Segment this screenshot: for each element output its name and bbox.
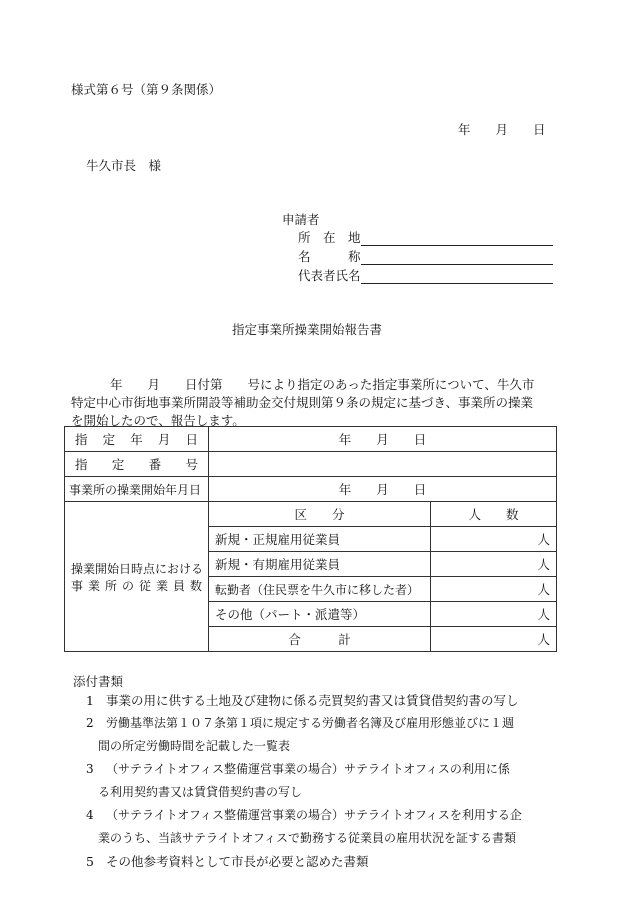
attachment-item [86,712,556,758]
employee-category: 新規・正規雇用従業員 [209,527,431,552]
attachment-item [86,689,556,712]
employee-count[interactable]: 人 [431,527,557,552]
designation-date-value[interactable]: 年 月 日 [209,427,557,452]
designation-date-label: 指定年月日 [65,427,209,452]
employees-label-line-2: 事業所の従業員数 [71,578,202,593]
attachment-text: （サテライトオフィス整備運営事業の場合）サテライトオフィスを利用する企 [106,808,522,822]
body-line-3: を開始したので、報告します。 [71,413,245,428]
total-count[interactable]: 人 [431,627,557,652]
attachment-text-cont: 業のうち、当該サテライトオフィスで勤務する従業員の雇用状況を証する書類 [98,831,516,845]
applicant-name-label: 名 称 [298,249,361,264]
attachment-number: 5 [86,854,94,869]
employee-category: 新規・有期雇用従業員 [209,552,431,577]
attachment-number: 3 [86,762,94,776]
applicant-name-field[interactable] [361,263,553,265]
body-line-1: 年 月 日付第 号により指定のあった指定事業所について、牛久市 [110,377,535,392]
applicant-name-row [298,247,553,265]
attachment-item [86,850,556,873]
attachment-text: その他参考資料として市長が必要と認めた書類 [106,854,369,869]
applicant-rep-field[interactable] [361,282,553,284]
start-date-value[interactable]: 年 月 日 [209,477,557,502]
attachments-title: 添付書類 [73,674,124,689]
designation-date-row [65,427,557,452]
submission-date: 年 月 日 [458,122,546,137]
employees-header-row [65,502,557,527]
body-line-2: 特定中心市街地事業所開設等補助金交付規則第９条の規定に基づき、事業所の操業 [71,395,534,410]
category-header: 区 分 [209,502,431,527]
applicant-label: 申請者 [282,212,320,227]
employee-category: その他（パート・派遣等） [209,602,431,627]
employee-count[interactable]: 人 [431,577,557,602]
applicant-address-row [298,228,553,246]
form-number: 様式第６号（第９条関係） [71,82,222,97]
attachment-number: 1 [86,693,94,708]
report-table [64,426,557,652]
designation-number-row [65,452,557,477]
designation-number-value[interactable] [209,452,557,477]
employee-category: 転勤者（住民票を牛久市に移した者） [209,577,431,602]
document-title: 指定事業所操業開始報告書 [232,322,383,337]
attachment-item [86,758,556,804]
employee-count[interactable]: 人 [431,552,557,577]
attachment-item [86,804,556,850]
attachment-text: 労働基準法第１０７条第１項に規定する労働者名簿及び雇用形態並びに１週 [106,716,515,730]
count-header: 人 数 [431,502,557,527]
applicant-address-label: 所 在 地 [298,230,361,245]
attachment-text: 事業の用に供する土地及び建物に係る売買契約書又は賃貸借契約書の写し [106,693,519,708]
designation-number-label: 指定番号 [65,452,209,477]
applicant-rep-label: 代表者氏名 [298,268,361,283]
employees-label [65,502,209,652]
start-date-label: 事業所の操業開始年月日 [65,477,209,502]
employees-label-line-1: 操業開始日時点における [71,561,204,576]
addressee: 牛久市長 様 [86,158,162,173]
start-date-row [65,477,557,502]
attachment-number: 4 [86,808,94,822]
applicant-rep-row [298,266,553,284]
attachment-text-cont: る利用契約書又は賃貸借契約書の写し [98,785,303,799]
applicant-address-field[interactable] [361,244,553,246]
attachment-text: （サテライトオフィス整備運営事業の場合）サテライトオフィスの利用に係 [106,762,510,776]
attachment-number: 2 [86,716,94,730]
attachment-text-cont: 間の所定労働時間を記載した一覧表 [98,739,291,753]
employee-count[interactable]: 人 [431,602,557,627]
total-label: 合 計 [209,627,431,652]
